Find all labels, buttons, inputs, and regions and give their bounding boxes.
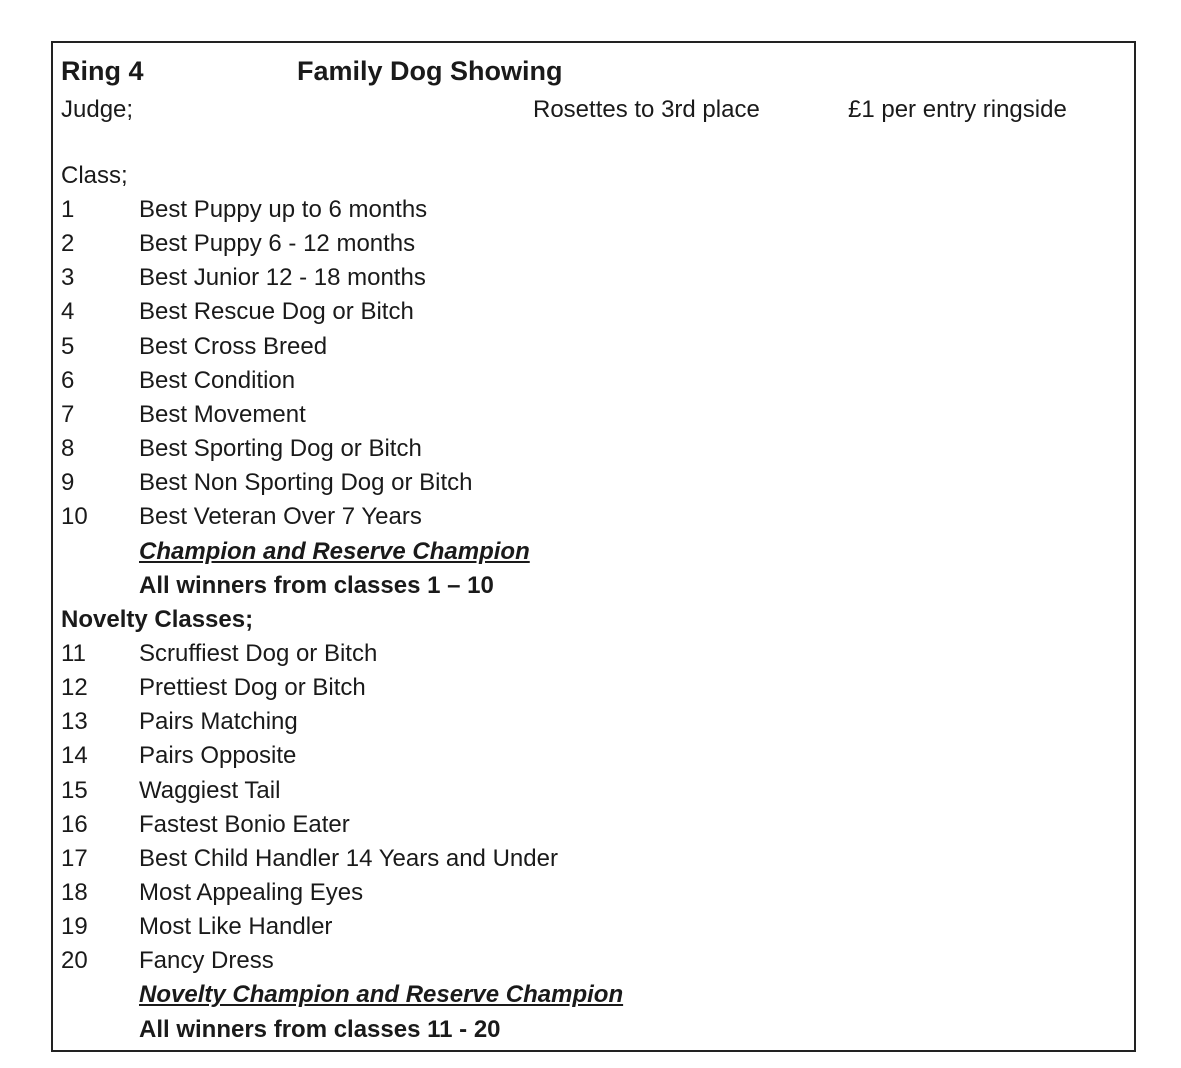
class-number: 9 <box>61 469 75 497</box>
novelty-class-description: Waggiest Tail <box>139 776 281 804</box>
class-description: Best Rescue Dog or Bitch <box>139 298 414 326</box>
novelty-class-number: 20 <box>61 947 88 975</box>
judge-label: Judge; <box>61 96 134 123</box>
class-label: Class; <box>61 162 128 189</box>
class-description: Best Veteran Over 7 Years <box>139 503 422 531</box>
class-description: Best Condition <box>139 366 296 394</box>
class-number: 8 <box>61 435 75 463</box>
novelty-class-number: 19 <box>61 913 88 941</box>
novelty-class-description: Prettiest Dog or Bitch <box>139 674 366 702</box>
class-description: Best Junior 12 - 18 months <box>139 264 426 292</box>
class-description: Best Non Sporting Dog or Bitch <box>139 469 473 497</box>
champion-title: Champion and Reserve Champion <box>139 537 530 565</box>
class-number: 2 <box>61 230 75 258</box>
class-number: 6 <box>61 366 75 394</box>
ring-label: Ring 4 <box>61 56 144 86</box>
class-number: 7 <box>61 400 75 428</box>
novelty-classes-label: Novelty Classes; <box>61 605 254 633</box>
novelty-class-number: 16 <box>61 810 88 838</box>
novelty-class-number: 13 <box>61 708 88 736</box>
class-number: 3 <box>61 264 75 292</box>
class-number: 10 <box>61 503 88 531</box>
entry-fee-note: £1 per entry ringside <box>848 96 1067 123</box>
class-number: 1 <box>61 196 75 223</box>
novelty-champion-note: All winners from classes 11 - 20 <box>139 1015 501 1043</box>
novelty-class-description: Pairs Opposite <box>139 742 297 770</box>
class-description: Best Puppy 6 - 12 months <box>139 230 416 258</box>
novelty-class-description: Best Child Handler 14 Years and Under <box>139 844 558 872</box>
class-description: Best Movement <box>139 400 306 428</box>
novelty-class-description: Most Appealing Eyes <box>139 879 364 906</box>
novelty-class-number: 12 <box>61 674 88 702</box>
champion-note: All winners from classes 1 – 10 <box>139 571 494 599</box>
novelty-class-number: 14 <box>61 742 88 770</box>
rosettes-note: Rosettes to 3rd place <box>533 96 760 123</box>
novelty-champion-title: Novelty Champion and Reserve Champion <box>139 981 624 1009</box>
novelty-class-number: 17 <box>61 844 88 872</box>
page-title: Family Dog Showing <box>297 56 563 86</box>
class-description: Best Puppy up to 6 months <box>139 196 428 223</box>
novelty-class-number: 15 <box>61 776 88 804</box>
novelty-class-description: Pairs Matching <box>139 708 298 736</box>
novelty-class-number: 18 <box>61 879 88 906</box>
class-number: 5 <box>61 332 75 360</box>
class-description: Best Cross Breed <box>139 332 328 360</box>
class-description: Best Sporting Dog or Bitch <box>139 435 422 463</box>
novelty-class-description: Fastest Bonio Eater <box>139 810 350 838</box>
novelty-class-description: Scruffiest Dog or Bitch <box>139 639 378 667</box>
class-number: 4 <box>61 298 75 326</box>
novelty-class-description: Most Like Handler <box>139 913 333 941</box>
novelty-class-description: Fancy Dress <box>139 947 274 975</box>
novelty-class-number: 11 <box>61 639 86 667</box>
